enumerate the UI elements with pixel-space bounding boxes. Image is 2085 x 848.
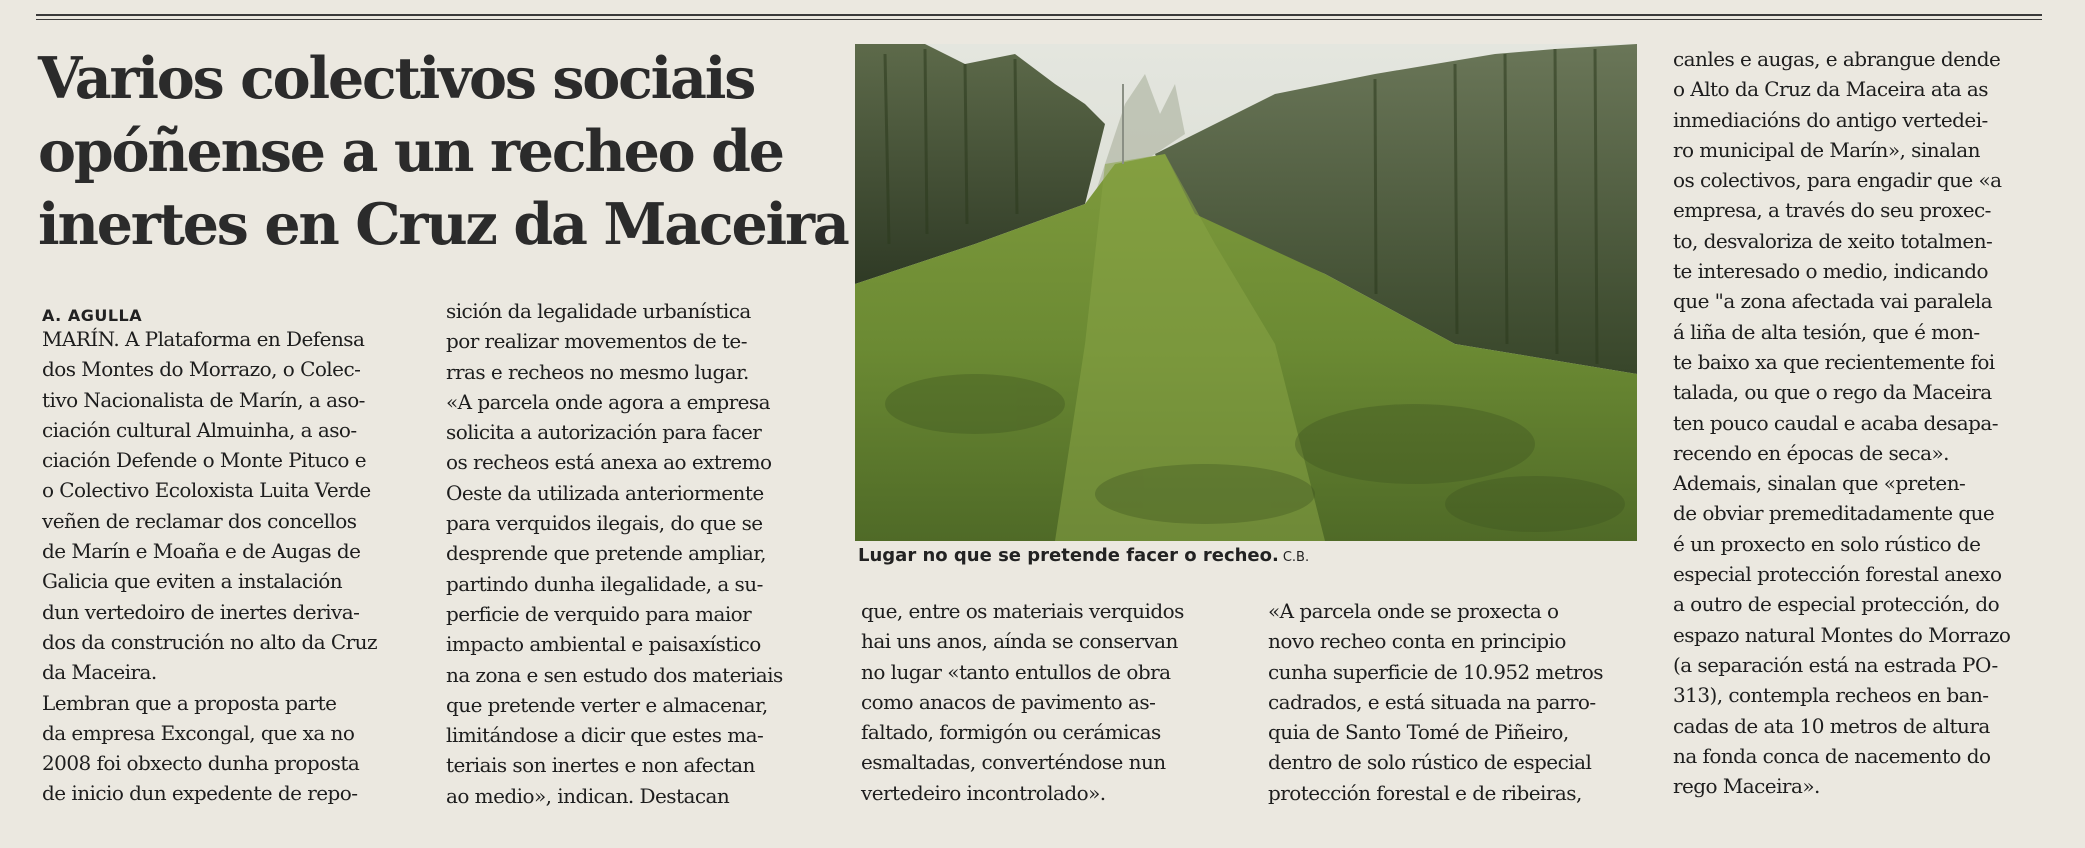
photo-credit: C.B. (1282, 550, 1310, 565)
photo-caption (858, 545, 1309, 566)
headline: Varios colectivos sociais opóñense a un recheo de inertes en Cruz da Maceira (38, 45, 848, 258)
byline: A. AGULLA (42, 306, 143, 325)
article-column-1: MARÍN. A Plataforma en Defensa dos Montes do Morrazo, o Colec- tivo Nacionalista de Marín, a aso- ciación cultural Almuinha, a aso- ciación Defende o Monte Pituco e o Colectivo Ecoloxista Luita Verde veñen de reclamar dos concellos de Marín e Moaña e de Augas de Galicia que eviten a instalación dun vertedoiro de inertes deriva- dos da construción no alto da Cruz da Maceira. Lembran que a proposta parte da empresa Excongal, que xa no 2008 foi obxecto dunha proposta de inicio dun expedente de repo- (42, 327, 377, 806)
article-column-4: «A parcela onde se proxecta o novo recheo conta en principio cunha superficie de 10.952 metros cadrados, e está situada na parro- quia de Santo Tomé de Piñeiro, dentro de solo rústico de especial protección forestal e de ribeiras, (1268, 599, 1603, 805)
article-column-5: canles e augas, e abrangue dende o Alto da Cruz da Maceira ata as inmediacións do antigo vertedei- ro municipal de Marín», sinalan os colectivos, para engadir que «a empresa, a través do seu proxec- to, desvaloriza de xeito totalmen- te interesado o medio, indicando que "a zona afectada vai paralela á liña de alta tesión, que é mon- te baixo xa que recientemente foi talada, ou que o rego da Maceira ten pouco caudal e acaba desapa- recendo en épocas de seca». Ademais, sinalan que «preten- de obviar premeditadamente que é un proxecto en solo rústico de especial protección forestal anexo a outro de especial protección, do espazo natural Montes do Morrazo (a separación está na estrada PO- 313), contempla recheos en ban- cadas de ata 10 metros de altura na fonda conca de nacemento do rego Maceira». (1673, 47, 2011, 799)
photo-landscape-illustration (855, 44, 1637, 541)
top-rule (36, 14, 2042, 16)
caption-text: Lugar no que se pretende facer o recheo. (858, 545, 1279, 566)
article-column-3: que, entre os materiais verquidos hai uns anos, aínda se conservan no lugar «tanto entullos de obra como anacos de pavimento as- faltado, formigón ou cerámicas esmaltadas, converténdose nun vertedeiro incontrolado». (861, 599, 1184, 805)
article-photo (855, 44, 1637, 541)
article-column-2: sición da legalidade urbanística por realizar movementos de te- rras e recheos no mesmo lugar. «A parcela onde agora a empresa solicita a autorización para facer os recheos está anexa ao extremo Oeste da utilizada anteriormente para verquidos ilegais, do que se desprende que pretende ampliar, partindo dunha ilegalidade, a su- perficie de verquido para maior impacto ambiental e paisaxístico na zona e sen estudo dos materiais que pretende verter e almacenar, limitándose a dicir que estes ma- teriais son inertes e non afectan ao medio», indican. Destacan (446, 299, 783, 808)
top-rule-thin (36, 19, 2042, 20)
